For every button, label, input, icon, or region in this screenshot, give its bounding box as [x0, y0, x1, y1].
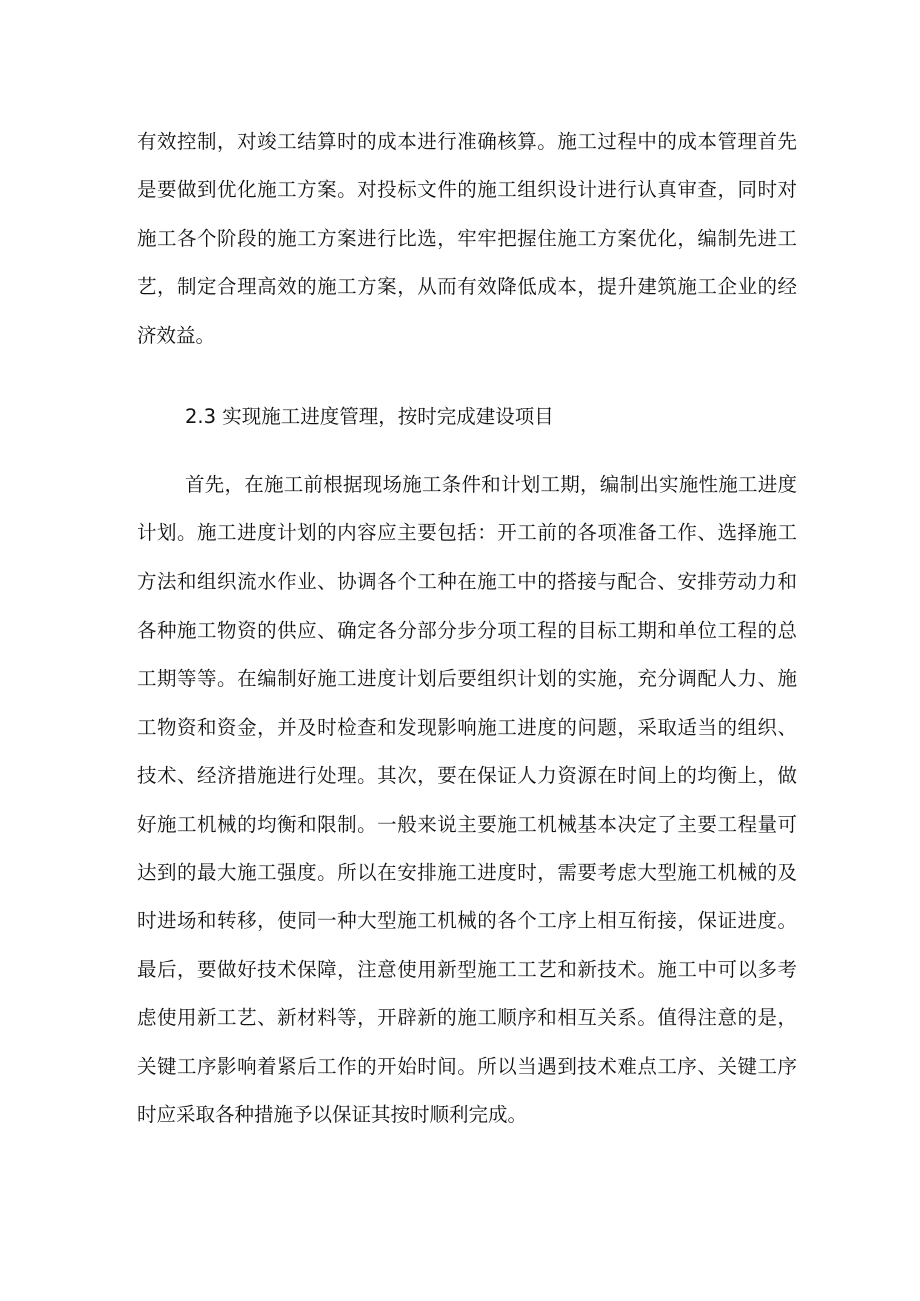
paragraph-line: 计划。施工进度计划的内容应主要包括：开工前的各项准备工作、选择施工 [137, 521, 797, 544]
paragraph-line: 时应采取各种措施予以保证其按时顺利完成。 [137, 1103, 528, 1126]
paragraph-line: 施工各个阶段的施工方案进行比选，牢牢把握住施工方案优化，编制先进工 [137, 227, 797, 250]
paragraph-line: 时进场和转移，使同一种大型施工机械的各个工序上相互衔接，保证进度。 [137, 909, 797, 932]
paragraph-line: 技术、经济措施进行处理。其次，要在保证人力资源在时间上的均衡上，做 [137, 764, 797, 787]
paragraph-line: 好施工机械的均衡和限制。一般来说主要施工机械基本决定了主要工程量可 [137, 813, 797, 836]
paragraph-line: 首先，在施工前根据现场施工条件和计划工期，编制出实施性施工进度 [185, 473, 797, 496]
section-heading: 2.3 实现施工进度管理，按时完成建设项目 [185, 405, 554, 428]
paragraph-line: 济效益。 [137, 324, 216, 347]
paragraph-line: 达到的最大施工强度。所以在安排施工进度时，需要考虑大型施工机械的及 [137, 861, 797, 884]
paragraph-line: 有效控制，对竣工结算时的成本进行准确核算。施工过程中的成本管理首先 [137, 130, 797, 153]
paragraph-line: 艺，制定合理高效的施工方案，从而有效降低成本，提升建筑施工企业的经 [137, 275, 797, 298]
paragraph-line: 方法和组织流水作业、协调各个工种在施工中的搭接与配合、安排劳动力和 [137, 570, 797, 593]
paragraph-line: 虑使用新工艺、新材料等，开辟新的施工顺序和相互关系。值得注意的是， [137, 1006, 797, 1029]
paragraph-line: 是要做到优化施工方案。对投标文件的施工组织设计进行认真审查，同时对 [137, 178, 797, 201]
paragraph-line: 工期等等。在编制好施工进度计划后要组织计划的实施，充分调配人力、施 [137, 667, 797, 690]
paragraph-line: 工物资和资金，并及时检查和发现影响施工进度的问题，采取适当的组织、 [137, 716, 797, 739]
paragraph-line: 各种施工物资的供应、确定各分部分步分项工程的目标工期和单位工程的总 [137, 619, 797, 642]
paragraph-line: 最后，要做好技术保障，注意使用新型施工工艺和新技术。施工中可以多考 [137, 958, 797, 981]
paragraph-line: 关键工序影响着紧后工作的开始时间。所以当遇到技术难点工序、关键工序 [137, 1055, 797, 1078]
